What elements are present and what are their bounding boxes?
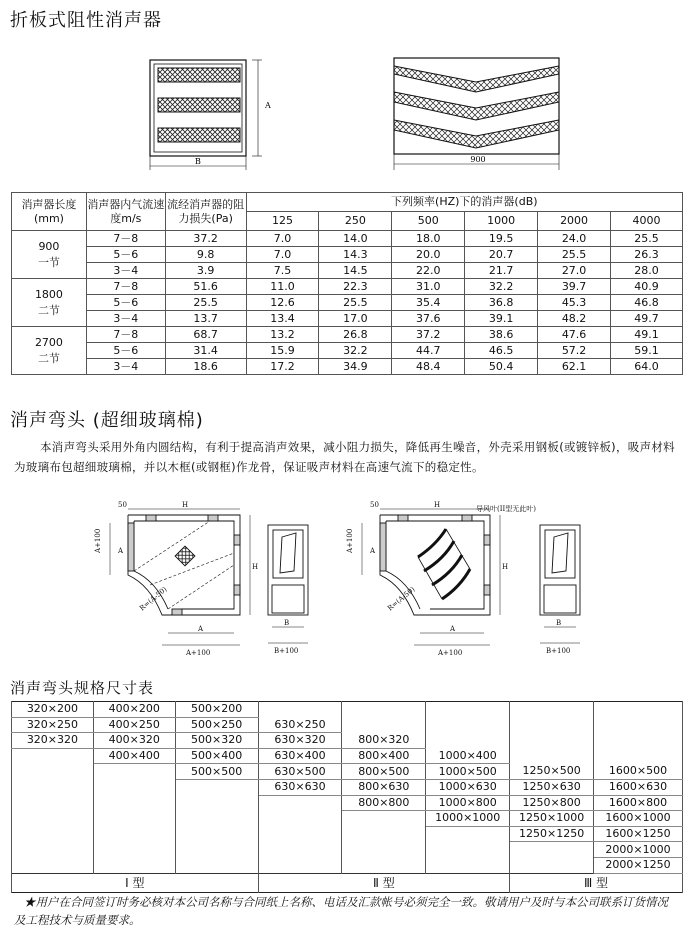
section-title-elbow-sizes: 消声弯头规格尺寸表 (10, 679, 155, 697)
table-cell: 400×200 (93, 702, 175, 718)
table-row (12, 842, 683, 858)
table-cell (510, 717, 594, 733)
baffle-muffler-front-diagram (140, 52, 270, 172)
table-cell: 7.5 (246, 263, 319, 279)
table-cell: 3－4 (86, 311, 165, 327)
table-cell: 1600×1250 (594, 826, 683, 842)
header-length: 消声器长度(mm) (12, 193, 87, 231)
table-cell: 64.0 (611, 359, 683, 375)
table-cell: 39.7 (538, 279, 611, 295)
table-cell: 48.4 (392, 359, 465, 375)
table-cell: 57.2 (538, 343, 611, 359)
dim-a-label: A (265, 101, 271, 110)
table-cell: 32.2 (465, 279, 538, 295)
table-row (12, 826, 683, 842)
table-cell: 31.0 (392, 279, 465, 295)
table-row (12, 733, 683, 749)
table-cell (93, 795, 175, 811)
table-cell: 630×500 (258, 764, 342, 780)
table-cell: 47.6 (538, 327, 611, 343)
header-freq: 1000 (465, 212, 538, 231)
table-cell (93, 779, 175, 795)
table-row (12, 795, 683, 811)
table-cell (342, 811, 426, 827)
table-cell: 26.8 (319, 327, 392, 343)
length-label: 一节 (37, 255, 60, 269)
table-cell: 13.4 (246, 311, 319, 327)
dim-b100-label: B+100 (274, 647, 299, 655)
dim-h-label: H (502, 563, 509, 571)
table-cell (594, 748, 683, 764)
table-cell (175, 811, 258, 827)
table-cell: 59.1 (611, 343, 683, 359)
table-cell: 40.9 (611, 279, 683, 295)
table-cell: 18.6 (165, 359, 246, 375)
table-cell: 1000×630 (426, 779, 510, 795)
table-cell: 39.1 (465, 311, 538, 327)
table-cell: 45.3 (538, 295, 611, 311)
table-cell: 5－6 (86, 247, 165, 263)
table-cell: 13.2 (246, 327, 319, 343)
table-row (12, 247, 683, 263)
table-cell: 630×630 (258, 779, 342, 795)
table-cell: 36.8 (465, 295, 538, 311)
length-cell (12, 279, 87, 327)
table-cell (426, 826, 510, 842)
table-cell: 1000×1000 (426, 811, 510, 827)
type-label: Ⅱ 型 (258, 873, 510, 892)
dim-a-label: A (450, 625, 456, 633)
table-cell: 38.6 (465, 327, 538, 343)
table-row (12, 295, 683, 311)
table-cell (93, 826, 175, 842)
dim-h-label: H (182, 501, 189, 509)
table-cell: 25.5 (538, 247, 611, 263)
table-cell: 7－8 (86, 327, 165, 343)
table-cell (426, 733, 510, 749)
table-cell: 35.4 (392, 295, 465, 311)
table-row (12, 311, 683, 327)
header-resistance: 流经消声器的阻力损失(Pa) (165, 193, 246, 231)
table-cell: 31.4 (165, 343, 246, 359)
table-cell (175, 826, 258, 842)
table-cell: 800×500 (342, 764, 426, 780)
table-cell: 800×800 (342, 795, 426, 811)
table-cell: 400×320 (93, 733, 175, 749)
table-cell: 630×320 (258, 733, 342, 749)
table-cell: 7.0 (246, 231, 319, 247)
table-cell (258, 795, 342, 811)
table-row (12, 779, 683, 795)
table-cell (93, 811, 175, 827)
table-cell: 44.7 (392, 343, 465, 359)
table-cell: 1000×400 (426, 748, 510, 764)
table-cell: 34.9 (319, 359, 392, 375)
table-cell: 19.5 (465, 231, 538, 247)
table-cell (93, 857, 175, 873)
table-cell: 50.4 (465, 359, 538, 375)
table-cell: 24.0 (538, 231, 611, 247)
dim-a100-label: A+100 (94, 528, 102, 553)
table-cell: 11.0 (246, 279, 319, 295)
table-cell: 17.0 (319, 311, 392, 327)
table-cell: 14.3 (319, 247, 392, 263)
dim-a100-label: A+100 (346, 528, 354, 553)
table-cell: 25.5 (319, 295, 392, 311)
table-cell: 46.5 (465, 343, 538, 359)
length-label: 1800 (34, 287, 63, 301)
table-cell: 320×320 (12, 733, 94, 749)
table-cell (12, 842, 94, 858)
elbow-size-table (11, 701, 683, 893)
table-cell: 1600×800 (594, 795, 683, 811)
table-cell (12, 826, 94, 842)
table-cell (510, 748, 594, 764)
table-cell: 800×630 (342, 779, 426, 795)
dim-a-label: A (118, 547, 124, 555)
table-cell: 14.0 (319, 231, 392, 247)
table-cell: 25.5 (165, 295, 246, 311)
table-cell (426, 857, 510, 873)
table-cell: 20.7 (465, 247, 538, 263)
table-cell (12, 748, 94, 764)
table-cell (342, 857, 426, 873)
table-cell (258, 857, 342, 873)
table-cell: 2000×1000 (594, 842, 683, 858)
table-cell: 1250×1250 (510, 826, 594, 842)
dim-radius-label: R=(A-50) (386, 585, 417, 613)
dim-b-label: B (195, 157, 201, 166)
table-cell (93, 842, 175, 858)
header-freq: 4000 (611, 212, 683, 231)
attenuation-table (11, 192, 683, 375)
table-cell: 800×320 (342, 733, 426, 749)
table-row (12, 748, 683, 764)
table-cell (175, 857, 258, 873)
table-row (12, 279, 683, 295)
dim-a100-label: A+100 (438, 649, 463, 657)
table-cell (12, 811, 94, 827)
length-label: 2700 (34, 335, 63, 349)
table-cell (258, 826, 342, 842)
header-velocity: 消声器内气流速度m/s (86, 193, 165, 231)
table-cell: 5－6 (86, 343, 165, 359)
length-label: 二节 (37, 351, 60, 365)
table-cell: 1000×800 (426, 795, 510, 811)
table-cell (510, 733, 594, 749)
table-cell (594, 702, 683, 718)
elbow-diagrams (90, 495, 680, 660)
table-cell: 1250×1000 (510, 811, 594, 827)
table-row (12, 857, 683, 873)
table-cell (258, 702, 342, 718)
table-cell (510, 842, 594, 858)
length-label: 900 (38, 239, 60, 253)
dim-b-label: B (284, 619, 290, 627)
length-label: 二节 (37, 303, 60, 317)
table-cell: 7.0 (246, 247, 319, 263)
table-cell: 3.9 (165, 263, 246, 279)
table-cell: 46.8 (611, 295, 683, 311)
table-cell: 630×250 (258, 717, 342, 733)
elbow-type1-diagram (110, 509, 250, 645)
table-cell (426, 842, 510, 858)
table-row (12, 811, 683, 827)
table-row (12, 359, 683, 375)
dim-length-label: 900 (470, 155, 486, 164)
type-label: Ⅲ 型 (510, 873, 683, 892)
table-cell: 400×400 (93, 748, 175, 764)
table-cell (258, 811, 342, 827)
table-cell: 1000×500 (426, 764, 510, 780)
table-cell: 500×400 (175, 748, 258, 764)
table-cell: 500×250 (175, 717, 258, 733)
table-cell: 37.6 (392, 311, 465, 327)
dim-b-label: B (556, 619, 562, 627)
dim-h-label: H (434, 501, 441, 509)
table-cell: 15.9 (246, 343, 319, 359)
table-cell: 800×400 (342, 748, 426, 764)
table-cell (12, 764, 94, 780)
table-cell: 1250×800 (510, 795, 594, 811)
table-cell (258, 842, 342, 858)
table-cell: 1600×1000 (594, 811, 683, 827)
footer-note: ★用户在合同签订时务必核对本公司名称与合同纸上名称、电话及汇款帐号必须完全一致。敬请用户及时与本公司联系订货情况及工程技术与质量要求。 (14, 895, 668, 927)
table-cell (12, 795, 94, 811)
table-cell (510, 857, 594, 873)
table-cell: 3－4 (86, 263, 165, 279)
table-cell: 25.5 (611, 231, 683, 247)
table-cell (175, 795, 258, 811)
dim-50-label: 50 (370, 501, 379, 509)
table-cell: 32.2 (319, 343, 392, 359)
table-row (12, 764, 683, 780)
type-label: Ⅰ 型 (12, 873, 259, 892)
table-cell: 1600×500 (594, 764, 683, 780)
header-freq: 125 (246, 212, 319, 231)
table-cell (342, 842, 426, 858)
table-cell: 12.6 (246, 295, 319, 311)
table-cell: 320×250 (12, 717, 94, 733)
table-cell (12, 779, 94, 795)
table-cell: 3－4 (86, 359, 165, 375)
table-cell: 37.2 (165, 231, 246, 247)
baffle-muffler-side-diagram (388, 52, 568, 172)
header-freq: 250 (319, 212, 392, 231)
table-cell: 20.0 (392, 247, 465, 263)
table-cell: 320×200 (12, 702, 94, 718)
table-cell: 48.2 (538, 311, 611, 327)
table-cell (93, 764, 175, 780)
table-cell (342, 702, 426, 718)
table-cell: 51.6 (165, 279, 246, 295)
table-cell (175, 842, 258, 858)
length-cell (12, 327, 87, 375)
section-title-baffle-muffler: 折板式阻性消声器 (10, 10, 162, 31)
table-cell: 49.7 (611, 311, 683, 327)
table-row (12, 263, 683, 279)
elbow-type2-diagram (362, 509, 500, 645)
dim-50-label: 50 (118, 501, 127, 509)
table-cell: 13.7 (165, 311, 246, 327)
table-cell: 28.0 (611, 263, 683, 279)
table-cell (342, 717, 426, 733)
table-cell: 2000×1250 (594, 857, 683, 873)
dim-b100-label: B+100 (546, 647, 571, 655)
table-cell: 18.0 (392, 231, 465, 247)
table-cell: 630×400 (258, 748, 342, 764)
table-cell: 68.7 (165, 327, 246, 343)
length-cell (12, 231, 87, 279)
table-cell: 9.8 (165, 247, 246, 263)
table-cell: 62.1 (538, 359, 611, 375)
header-frequency-title: 下列频率(HZ)下的消声器(dB) (246, 193, 682, 212)
header-freq: 500 (392, 212, 465, 231)
table-cell: 27.0 (538, 263, 611, 279)
table-row (12, 231, 683, 247)
table-row (12, 343, 683, 359)
table-cell (426, 702, 510, 718)
section-title-muffler-elbow: 消声弯头 (超细玻璃棉) (10, 410, 204, 431)
table-cell (12, 857, 94, 873)
table-cell (175, 779, 258, 795)
table-cell (510, 702, 594, 718)
table-row (12, 702, 683, 718)
table-cell: 1600×630 (594, 779, 683, 795)
table-cell: 21.7 (465, 263, 538, 279)
dim-a-label: A (370, 547, 376, 555)
header-freq: 2000 (538, 212, 611, 231)
table-cell: 17.2 (246, 359, 319, 375)
dim-radius-label: R=(A-50) (138, 585, 169, 613)
table-cell: 5－6 (86, 295, 165, 311)
table-cell (426, 717, 510, 733)
elbow-description: 本消声弯头采用外角内圆结构，有利于提高消声效果，减小阻力损失，降低再生噪音，外壳采用钢板(或镀锌板)，吸声材料为玻璃布包超细玻璃棉，并以木框(或钢框)作龙骨，保证吸声材料在高速气流下的稳定性。 (14, 440, 675, 474)
table-cell: 1250×500 (510, 764, 594, 780)
table-row (12, 717, 683, 733)
vane-label: 导风叶(II型无此叶) (476, 505, 536, 513)
dim-a-label: A (198, 625, 204, 633)
table-cell (594, 733, 683, 749)
table-cell: 49.1 (611, 327, 683, 343)
table-cell: 7－8 (86, 279, 165, 295)
table-cell: 400×250 (93, 717, 175, 733)
table-row (12, 327, 683, 343)
table-cell: 500×320 (175, 733, 258, 749)
dim-h-label: H (252, 563, 259, 571)
dim-a100-label: A+100 (186, 649, 211, 657)
table-cell (342, 826, 426, 842)
table-cell: 14.5 (319, 263, 392, 279)
table-cell: 22.3 (319, 279, 392, 295)
table-cell: 37.2 (392, 327, 465, 343)
table-cell: 26.3 (611, 247, 683, 263)
table-cell: 22.0 (392, 263, 465, 279)
table-cell: 7－8 (86, 231, 165, 247)
table-cell: 500×200 (175, 702, 258, 718)
table-cell: 1250×630 (510, 779, 594, 795)
table-cell: 500×500 (175, 764, 258, 780)
table-cell (594, 717, 683, 733)
